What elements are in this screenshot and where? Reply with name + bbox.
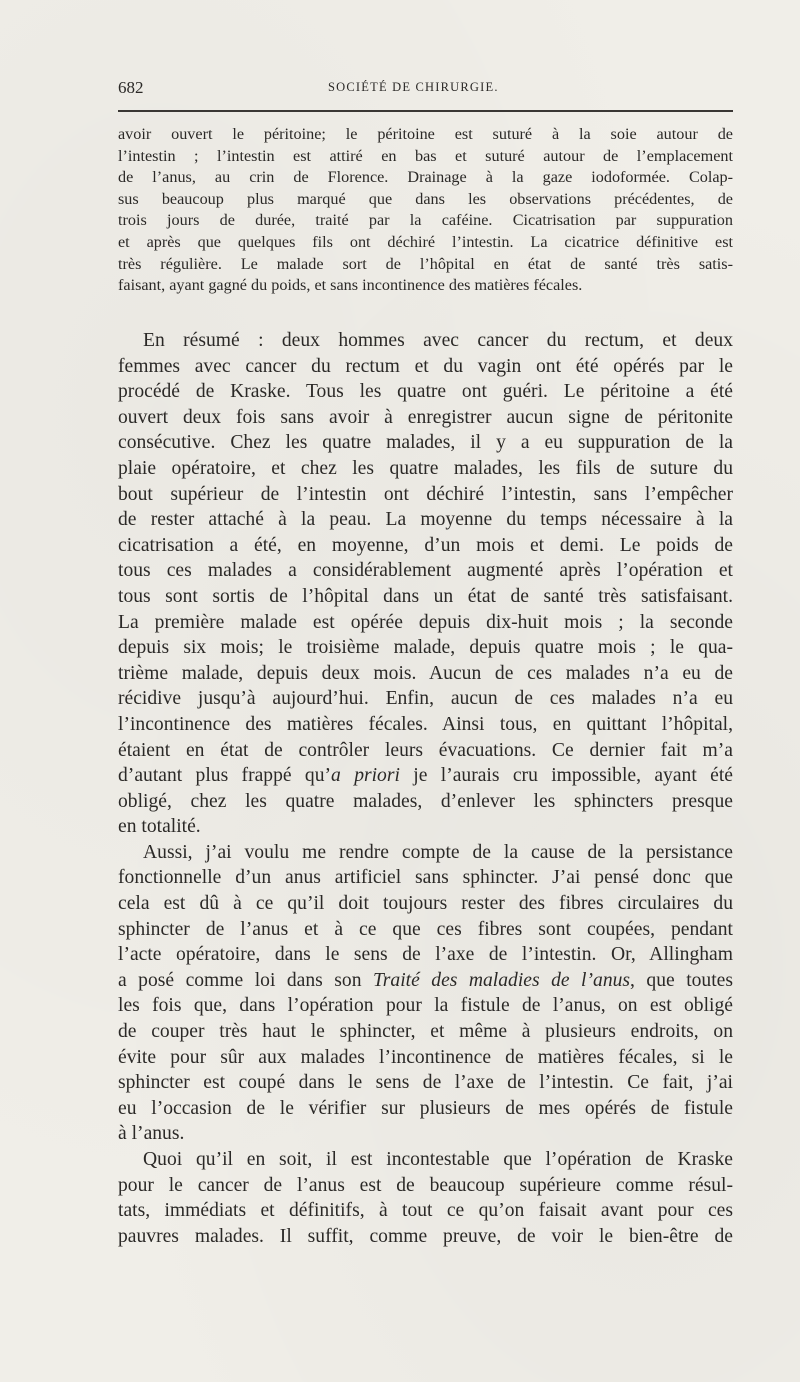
text-line: en totalité.	[118, 816, 201, 838]
text-line: pour le cancer de l’anus est de beaucoup supérieure comme résul-	[118, 1174, 733, 1196]
text-line: fonctionnelle d’un anus artificiel sans sphincter. J’ai pensé donc que	[118, 867, 733, 889]
text-line: sus beaucoup plus marqué que dans les observations précédentes, de	[118, 189, 733, 208]
text-line: très régulière. Le malade sort de l’hôpital en état de santé très satis-	[118, 254, 733, 273]
text-line: tous sont sortis de l’hôpital dans un état de santé très satisfaisant.	[118, 585, 733, 607]
text-line: Aussi, j’ai voulu me rendre compte de la cause de la persistance	[143, 841, 733, 863]
text-segment: je l’aurais cru impossible, ayant été	[399, 765, 733, 787]
text-line: femmes avec cancer du rectum et du vagin ont été opérés par le	[118, 355, 733, 377]
text-line: obligé, chez les quatre malades, d’enlever les sphincters presque	[118, 790, 733, 812]
text-line: avoir ouvert le péritoine; le péritoine est suturé à la soie autour de	[118, 125, 733, 143]
text-line: depuis six mois; le troisième malade, depuis quatre mois ; le qua-	[118, 637, 733, 659]
text-line: consécutive. Chez les quatre malades, il y a eu suppuration de la	[118, 432, 733, 454]
text-segment: d’autant plus frappé qu’	[118, 765, 332, 787]
text-line: l’incontinence des matières fécales. Ainsi tous, en quittant l’hôpital,	[118, 713, 733, 735]
text-line: sphincter est coupé dans le sens de l’axe de l’intestin. Ce fait, j’ai	[118, 1072, 733, 1094]
text-line: l’intestin ; l’intestin est attiré en bas et suturé autour de l’emplacement	[118, 146, 733, 165]
main-text	[118, 328, 733, 1249]
running-title: SOCIÉTÉ DE CHIRURGIE.	[328, 80, 499, 94]
text-line: l’acte opératoire, dans le sens de l’axe de l’intestin. Or, Allingham	[118, 944, 733, 966]
text-segment: a posé comme loi dans son	[118, 969, 373, 991]
page-number: 682	[118, 78, 144, 97]
text-line: eu l’occasion de le vérifier sur plusieurs de mes opérés de fistule	[118, 1097, 733, 1119]
page-header	[118, 78, 733, 100]
text-line: faisant, ayant gagné du poids, et sans incontinence des matières fécales.	[118, 276, 583, 295]
text-line: de l’anus, au crin de Florence. Drainage à la gaze iodoformée. Colap-	[118, 168, 733, 187]
text-line: Quoi qu’il en soit, il est incontestable que l’opération de Kraske	[143, 1149, 733, 1170]
text-line: et après que quelques fils ont déchiré l’intestin. La cicatrice définitive est	[118, 232, 733, 251]
text-segment: , que toutes	[630, 969, 733, 991]
text-line: tous ces malades a considérablement augmenté après l’opération et	[118, 560, 733, 582]
text-line: de couper très haut le sphincter, et même à plusieurs endroits, on	[118, 1021, 733, 1043]
text-line: trois jours de durée, traité par la caféine. Cicatrisation par suppuration	[118, 211, 733, 230]
text-line: pauvres malades. Il suffit, comme preuve, de voir le bien-être de	[118, 1225, 733, 1247]
text-line: de rester attaché à la peau. La moyenne du temps nécessaire à la	[118, 509, 733, 531]
text-line: sphincter de l’anus et à ce que ces fibres sont coupées, pendant	[118, 918, 733, 940]
text-line: étaient en état de contrôler leurs évacuations. Ce dernier fait m’a	[118, 739, 733, 761]
text-line: En résumé : deux hommes avec cancer du rectum, et deux	[143, 330, 733, 351]
text-line: bout supérieur de l’intestin ont déchiré l’intestin, sans l’empêcher	[118, 483, 733, 505]
header-rule	[118, 110, 733, 112]
text-line: ouvert deux fois sans avoir à enregistrer aucun signe de péritonite	[118, 406, 733, 428]
text-line: récidive jusqu’à aujourd’hui. Enfin, aucun de ces malades n’a eu	[118, 688, 733, 710]
text-line: à l’anus.	[118, 1123, 185, 1145]
text-line: procédé de Kraske. Tous les quatre ont guéri. Le péritoine a été	[118, 381, 733, 403]
text-line: cicatrisation a été, en moyenne, d’un mois et demi. Le poids de	[118, 534, 733, 556]
text-line: évite pour sûr aux malades l’incontinence de matières fécales, si le	[118, 1046, 733, 1068]
text-line-with-italic	[118, 763, 733, 789]
text-line: les fois que, dans l’opération pour la fistule de l’anus, on est obligé	[118, 995, 733, 1017]
text-line: plaie opératoire, et chez les quatre malades, les fils de suture du	[118, 457, 733, 479]
text-line: cela est dû à ce qu’il doit toujours rester des fibres circulaires du	[118, 893, 733, 915]
case-report-paragraph	[118, 124, 733, 297]
text-line: La première malade est opérée depuis dix-huit mois ; la seconde	[118, 611, 733, 633]
text-line: trième malade, depuis deux mois. Aucun de ces malades n’a eu de	[118, 662, 733, 684]
italic-a-priori: a priori	[331, 765, 400, 787]
text-line-with-italic	[118, 968, 733, 994]
italic-book-title: Traité des maladies de l’anus	[372, 969, 631, 991]
text-line: tats, immédiats et définitifs, à tout ce qu’on faisait avant pour ces	[118, 1200, 733, 1222]
